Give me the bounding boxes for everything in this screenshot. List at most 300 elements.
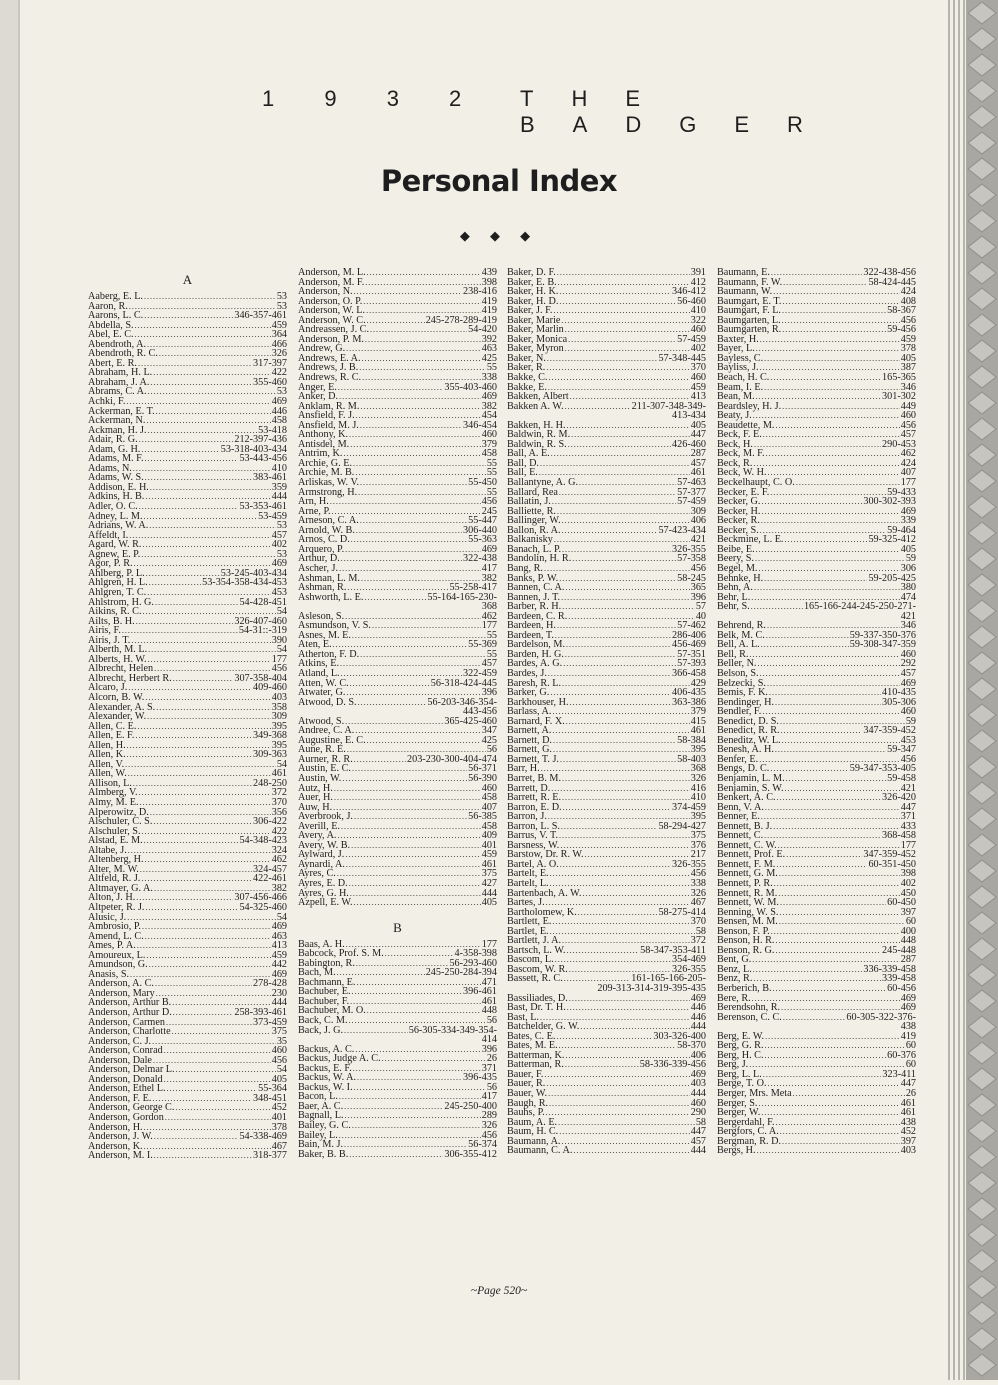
entry-name: Baum, A. E. — [507, 1116, 558, 1128]
entry-pages: 444 — [271, 491, 287, 503]
entry-name: Barlass, A. — [507, 706, 552, 718]
leader-dots — [555, 631, 671, 641]
leader-dots — [144, 836, 239, 846]
leader-dots — [360, 402, 480, 412]
entry-name: Alter, M. W. — [88, 863, 139, 875]
entry-pages: 395 — [690, 744, 706, 756]
entry-pages: 55-450 — [468, 477, 497, 489]
entry-name: Allen, V. — [88, 758, 125, 770]
entry-pages: 456 — [690, 868, 706, 880]
entry-pages: 322 — [690, 314, 706, 326]
entry-pages: 456 — [900, 419, 916, 431]
index-column-3 — [507, 268, 706, 1156]
leader-dots — [783, 1013, 846, 1023]
leader-dots — [127, 741, 271, 751]
leader-dots — [562, 774, 690, 784]
entry-pages: 401 — [271, 1112, 287, 1124]
leader-dots — [365, 335, 481, 345]
entry-name: Bergs, H. — [717, 1145, 756, 1157]
entry-name: Bartlet, E. — [507, 925, 549, 937]
entry-pages: 56-374 — [468, 1139, 497, 1151]
entry-name: Andree, C. A. — [298, 725, 355, 737]
entry-pages: 54-338-469 — [239, 1131, 287, 1143]
leader-dots — [136, 617, 234, 627]
entry-name: Ballinger, W. — [507, 515, 561, 527]
entry-pages: 217 — [690, 849, 706, 861]
entry-name: Baldwin, R. S. — [507, 438, 567, 450]
entry-pages: 212-397-436 — [234, 434, 287, 446]
entry-pages: 458 — [481, 820, 497, 832]
leader-dots — [561, 822, 658, 832]
leader-dots — [558, 278, 690, 288]
entry-pages: 346-412 — [672, 286, 706, 298]
entry-pages: 54 — [276, 758, 287, 770]
leader-dots — [339, 564, 481, 574]
entry-pages: 301-302 — [882, 391, 916, 403]
entry-name: Baker, Marie — [507, 314, 561, 326]
entry-name: Berger, Mrs. Meta — [717, 1088, 792, 1100]
entry-pages: 349-368 — [253, 730, 287, 742]
index-column-2 — [298, 268, 497, 1159]
entry-name: Aaberg, E. L. — [88, 291, 143, 302]
entry-pages: 59-464 — [887, 524, 916, 536]
leader-dots — [156, 703, 271, 713]
entry-name: Alschuler, C. S. — [88, 816, 153, 828]
entry-pages: 403 — [271, 691, 287, 703]
entry-pages: 458 — [271, 415, 287, 427]
leader-dots — [344, 1102, 443, 1112]
leader-dots — [775, 745, 886, 755]
entry-pages: 57-423-434 — [658, 524, 706, 536]
leader-dots — [565, 325, 690, 335]
entry-name: Berenson, C. C. — [717, 1011, 782, 1023]
leader-dots — [552, 917, 689, 927]
leader-dots — [551, 784, 689, 794]
leader-dots — [367, 316, 425, 326]
entry-pages: 55-164-165-230- — [427, 591, 497, 603]
entry-name: Baumgarten, L. — [717, 314, 781, 326]
leader-dots — [141, 874, 252, 884]
entry-pages: 347 — [481, 725, 497, 737]
entry-name: Berg, G. R. — [717, 1040, 764, 1052]
entry-name: Arthur, D. — [298, 553, 340, 565]
entry-name: Anker, D. — [298, 391, 339, 403]
leader-dots — [128, 846, 271, 856]
leader-dots — [751, 602, 803, 612]
leader-dots — [568, 612, 695, 622]
entry-name: Bang, R. — [507, 562, 543, 574]
leader-dots — [562, 545, 671, 555]
entry-pages: 378 — [900, 343, 916, 355]
section-letter: B — [393, 919, 402, 935]
entry-pages: 358 — [271, 701, 287, 713]
entry-pages: 469 — [690, 992, 706, 1004]
leader-dots — [140, 798, 271, 808]
entry-name: Anderson, M. F. — [298, 276, 365, 288]
entry-name: Bayer, L. — [717, 343, 755, 355]
leader-dots — [353, 1064, 481, 1074]
entry-name: Baker, N. — [507, 352, 546, 364]
entry-pages: 469 — [900, 1002, 916, 1014]
entry-pages: 306-440 — [463, 524, 497, 536]
entry-name: Anderson, Donald — [88, 1073, 163, 1085]
entry-pages: 57-459 — [677, 333, 706, 345]
entry-pages: 422 — [271, 367, 287, 379]
entry-pages: 368-458 — [882, 830, 916, 842]
entry-pages: 53-354-358-434-453 — [202, 577, 287, 589]
entry-pages: 382 — [271, 882, 287, 894]
entry-name: Barrett, R. E. — [507, 792, 562, 804]
entry-pages: 419 — [900, 1030, 916, 1042]
entry-name: Bardelson, M. — [507, 639, 566, 651]
entry-pages: 309 — [690, 505, 706, 517]
leader-dots — [565, 583, 689, 593]
entry-pages: 364 — [271, 329, 287, 341]
entry-name: Bauer, F. — [507, 1068, 544, 1080]
leader-dots — [153, 817, 252, 827]
leader-dots — [150, 483, 271, 493]
entry-name: Benz, R. — [717, 973, 753, 985]
entry-pages: 413 — [690, 391, 706, 403]
leader-dots — [780, 898, 886, 908]
entry-pages: 460 — [481, 429, 497, 441]
entry-pages: 53-459 — [258, 510, 287, 522]
entry-name: Beckelhaupt, C. O. — [717, 477, 795, 489]
entry-name: Baker, J. F. — [507, 305, 553, 317]
entry-name: Baumann, C. A. — [507, 1145, 573, 1157]
leader-dots — [765, 1041, 905, 1051]
leader-dots — [541, 764, 690, 774]
entry-name: Belzecki, S. — [717, 677, 766, 689]
entry-pages: 58-424-445 — [868, 276, 916, 288]
entry-name: Berg, H. C. — [717, 1049, 764, 1061]
leader-dots — [176, 1065, 276, 1075]
entry-pages: 53-443-456 — [239, 453, 287, 465]
entry-pages: 56-371 — [468, 763, 497, 775]
entry-pages: 452 — [271, 1102, 287, 1114]
leader-dots — [372, 621, 481, 631]
entry-pages: 382 — [481, 572, 497, 584]
entry-name: Batterman, R. — [507, 1059, 564, 1071]
entry-name: Baker, H. K. — [507, 286, 559, 298]
leader-dots — [546, 1079, 689, 1089]
entry-pages: 4-358-398 — [454, 948, 497, 960]
page-number: ~Page 520~ — [470, 1285, 528, 1297]
entry-name: Benjamin, S. W. — [717, 782, 784, 794]
entry-pages: 376 — [690, 839, 706, 851]
entry-name: Ball, D. — [507, 457, 539, 469]
entry-name: Barret, B. M. — [507, 772, 562, 784]
entry-name: Andreassen, J. C. — [298, 324, 370, 336]
entry-pages: 387 — [900, 362, 916, 374]
leader-dots — [360, 516, 467, 526]
entry-pages: 454 — [481, 410, 497, 422]
entry-name: Altenberg, H. — [88, 854, 144, 866]
entry-name: Altpeter, R. J. — [88, 902, 145, 913]
entry-pages: 289 — [481, 1110, 497, 1122]
entry-pages: 474 — [900, 591, 916, 603]
entry-pages: 460 — [690, 372, 706, 384]
entry-pages: 57-462 — [677, 620, 706, 632]
entry-name: Bean, M. — [717, 391, 755, 403]
entry-name: Bennett, Prof. E. — [717, 849, 786, 861]
entry-name: Ackman, H. J. — [88, 424, 147, 436]
entry-pages: 165-365 — [882, 372, 916, 384]
entry-name: Anderson, K. — [88, 1140, 143, 1152]
entry-name: Bartlett, J. A. — [507, 935, 562, 947]
leader-dots — [152, 1037, 276, 1047]
entry-pages: 338 — [690, 878, 706, 889]
entry-pages: 56-305-334-349-354- — [408, 1024, 497, 1036]
leader-dots — [129, 531, 270, 541]
entry-name: Bennett, W. M. — [717, 897, 779, 909]
entry-name: Baumgarten, R. — [717, 324, 782, 336]
entry-name: Anderson, M. I. — [88, 1150, 153, 1162]
entry-name: Backus, W. A. — [298, 1072, 357, 1084]
entry-name: Becker, E. F. — [717, 486, 770, 498]
entry-name: Beardsley, H. J. — [717, 400, 782, 412]
entry-name: Ascher, J. — [298, 562, 339, 574]
entry-pages: 375 — [481, 868, 497, 880]
entry-pages: 54-428-451 — [239, 596, 287, 608]
entry-pages: 55-363 — [468, 534, 497, 546]
entry-pages: 438 — [900, 1021, 916, 1033]
leader-dots — [354, 287, 462, 297]
entry-pages: 460 — [900, 410, 916, 422]
entry-name: Baumann, E. — [717, 267, 770, 278]
leader-dots — [334, 793, 481, 803]
entry-name: Abel, E. C. — [88, 329, 134, 341]
leader-dots — [563, 659, 676, 669]
leader-dots — [548, 383, 690, 393]
entry-name: Anderson, Delmar L. — [88, 1064, 175, 1076]
leader-dots — [342, 774, 467, 784]
entry-pages: 463 — [481, 343, 497, 355]
entry-pages: 55 — [486, 629, 497, 641]
entry-name: Behnke, H. — [717, 572, 764, 584]
leader-dots — [138, 359, 252, 369]
entry-pages: 322-459 — [463, 667, 497, 679]
leader-dots — [144, 311, 233, 321]
entry-pages: 355-460 — [253, 376, 287, 388]
entry-name: Baumgart, E. T. — [717, 295, 782, 307]
entry-name: Bach, M. — [298, 967, 336, 979]
entry-name: Bachuber, M. O. — [298, 1005, 366, 1017]
entry-pages: 427 — [481, 878, 497, 889]
entry-pages: 461 — [481, 858, 497, 870]
leader-dots — [135, 731, 252, 741]
entry-name: Bakken, Albert — [507, 391, 569, 403]
entry-name: Bere, R. — [717, 992, 751, 1004]
entry-pages: 412 — [690, 276, 706, 288]
entry-name: Baker, E. B. — [507, 276, 557, 288]
entry-name: Alexander, W. — [88, 711, 147, 723]
entry-name: Benson, R. G. — [717, 944, 775, 956]
leader-dots — [775, 421, 899, 431]
leader-dots — [554, 535, 690, 545]
leader-dots — [753, 459, 899, 469]
leader-dots — [764, 383, 900, 393]
leader-dots — [358, 488, 486, 498]
entry-pages: 416 — [690, 782, 706, 794]
entry-name: Abrams, C. A. — [88, 386, 147, 398]
entry-pages: 422 — [271, 825, 287, 837]
entry-pages: 456 — [690, 562, 706, 574]
leader-dots — [578, 908, 658, 918]
entry-pages: 57 — [695, 601, 706, 613]
entry-pages: 467 — [690, 897, 706, 909]
entry-name: Alstad, E. M. — [88, 835, 143, 847]
entry-name: Bakken A. W. — [507, 400, 564, 412]
entry-pages: 407 — [900, 467, 916, 479]
leader-dots — [760, 335, 900, 345]
entry-name: Baumgart, F. L. — [717, 305, 781, 317]
entry-name: Benesh, A. H. — [717, 744, 774, 756]
entry-pages: 307-358-404 — [234, 672, 287, 684]
leader-dots — [782, 316, 900, 326]
entry-name: Bardes, J. — [507, 667, 547, 679]
entry-name: Beam, I. E. — [717, 381, 764, 393]
leader-dots — [355, 468, 486, 478]
entry-name: Aarons, L. C. — [88, 310, 144, 322]
entry-pages: 56-460 — [677, 295, 706, 307]
entry-name: Bacon, L. — [298, 1091, 338, 1103]
entry-pages: 375 — [690, 830, 706, 842]
entry-pages: 58 — [695, 1116, 706, 1128]
entry-pages: 359 — [271, 481, 287, 493]
leader-dots — [141, 550, 276, 560]
entry-name: Beneditz, W. L. — [717, 734, 781, 746]
entry-pages: 57-463 — [677, 477, 706, 489]
entry-name: Aune, R. E. — [298, 744, 346, 756]
entry-name: Austin, E. C. — [298, 763, 351, 775]
entry-name: Beck, R. — [717, 457, 753, 469]
entry-pages: 278-428 — [253, 978, 287, 990]
entry-name: Bardeen, H. — [507, 620, 556, 632]
entry-pages: 60-351-450 — [868, 858, 916, 870]
entry-name: Bensen, M. M. — [717, 916, 778, 928]
entry-pages: 54 — [276, 1064, 287, 1076]
leader-dots — [563, 803, 671, 813]
entry-pages: 303-326-400 — [653, 1030, 706, 1042]
entry-pages: 54 — [276, 606, 287, 618]
leader-dots — [561, 316, 689, 326]
entry-pages: 458 — [481, 792, 497, 804]
entry-name: Antrim, K. — [298, 448, 343, 460]
leader-dots — [761, 516, 900, 526]
entry-pages: 338 — [481, 372, 497, 384]
entry-pages: 56 — [486, 744, 497, 756]
leader-dots — [349, 1150, 443, 1160]
entry-name: Anklam, R. M. — [298, 400, 360, 412]
entry-pages: 457 — [900, 429, 916, 441]
entry-name: Airis, F. — [88, 625, 121, 637]
leader-dots — [345, 1111, 481, 1121]
entry-pages: 53-353-461 — [239, 501, 287, 513]
entry-pages: 444 — [481, 887, 497, 899]
entry-pages: 53-418 — [258, 424, 287, 436]
decorative-vertical-lines — [948, 0, 966, 1380]
entry-name: Bakken, H. H. — [507, 419, 566, 431]
leader-dots — [156, 989, 271, 999]
entry-name: Ahlgren, H. L. — [88, 577, 148, 589]
entry-pages: 238-416 — [463, 286, 497, 298]
entry-name: Berendsohn, R. — [717, 1002, 781, 1014]
entry-pages: 457 — [900, 667, 916, 679]
index-entry — [507, 1146, 706, 1156]
entry-name: Bardes, A. G. — [507, 658, 563, 670]
entry-name: Barron, L. S. — [507, 820, 560, 832]
entry-pages: 58-294-427 — [658, 820, 706, 832]
entry-pages: 417 — [481, 1091, 497, 1103]
entry-name: Bascom, W. R. — [507, 963, 568, 975]
entry-name: Anger, E. — [298, 381, 337, 393]
entry-pages: 459 — [690, 381, 706, 393]
entry-name: Begel, M. — [717, 562, 758, 574]
entry-pages: 326-355 — [672, 963, 706, 975]
leader-dots — [557, 621, 676, 631]
entry-name: Baker, R. — [507, 362, 546, 374]
leader-dots — [345, 850, 480, 860]
entry-name: Atwood, S. — [298, 715, 345, 727]
entry-pages: 245-278-289-419 — [425, 314, 497, 326]
entry-name: Adair, R. G. — [88, 434, 138, 446]
entry-name: Bailey, L. — [298, 1129, 338, 1141]
entry-pages: 57-348-445 — [658, 352, 706, 364]
entry-name: Bates, C. E. — [507, 1030, 556, 1042]
entry-pages: 378 — [271, 1121, 287, 1133]
entry-pages: 58-336-339-456 — [639, 1059, 706, 1071]
leader-dots — [141, 445, 219, 455]
entry-name: Baresh, R. L. — [507, 677, 562, 689]
entry-name: Averill, E. — [298, 820, 340, 832]
left-page-edge — [0, 0, 20, 1380]
entry-pages: 60-450 — [887, 897, 916, 909]
entry-pages: 462 — [481, 610, 497, 622]
leader-dots — [764, 831, 881, 841]
leader-dots — [337, 869, 481, 879]
entry-pages: 383-461 — [253, 472, 287, 484]
entry-name: Bartelt, E. — [507, 868, 549, 880]
entry-name: Anderson, George C. — [88, 1102, 175, 1114]
entry-pages: 405 — [900, 543, 916, 555]
entry-name: Becker, R. — [717, 515, 760, 527]
entry-pages: 403 — [690, 1078, 706, 1090]
entry-pages: 456 — [271, 663, 287, 675]
entry-name: Abert, E. R. — [88, 357, 137, 369]
entry-pages: 53 — [276, 520, 287, 532]
entry-name: Barnett, T. J. — [507, 753, 559, 765]
leader-dots — [349, 879, 481, 889]
entry-pages: 425 — [481, 352, 497, 364]
entry-pages: 53-245-403-434 — [220, 567, 287, 579]
leader-dots — [367, 268, 481, 278]
entry-pages: 453 — [271, 586, 287, 598]
leader-dots — [572, 554, 676, 564]
entry-pages: 370 — [690, 916, 706, 928]
entry-pages: 421 — [900, 782, 916, 794]
entry-pages: 374-459 — [672, 801, 706, 813]
entry-name: Backus, A. C. — [298, 1043, 355, 1055]
leader-dots — [796, 478, 900, 488]
leader-dots — [358, 698, 427, 708]
entry-pages: 58-384 — [677, 734, 706, 746]
leader-dots — [761, 507, 899, 517]
entry-pages: 461 — [481, 995, 497, 1007]
entry-name: Altfeld, R. J. — [88, 873, 141, 885]
entry-pages: 53 — [276, 386, 287, 398]
leader-dots — [145, 454, 239, 464]
